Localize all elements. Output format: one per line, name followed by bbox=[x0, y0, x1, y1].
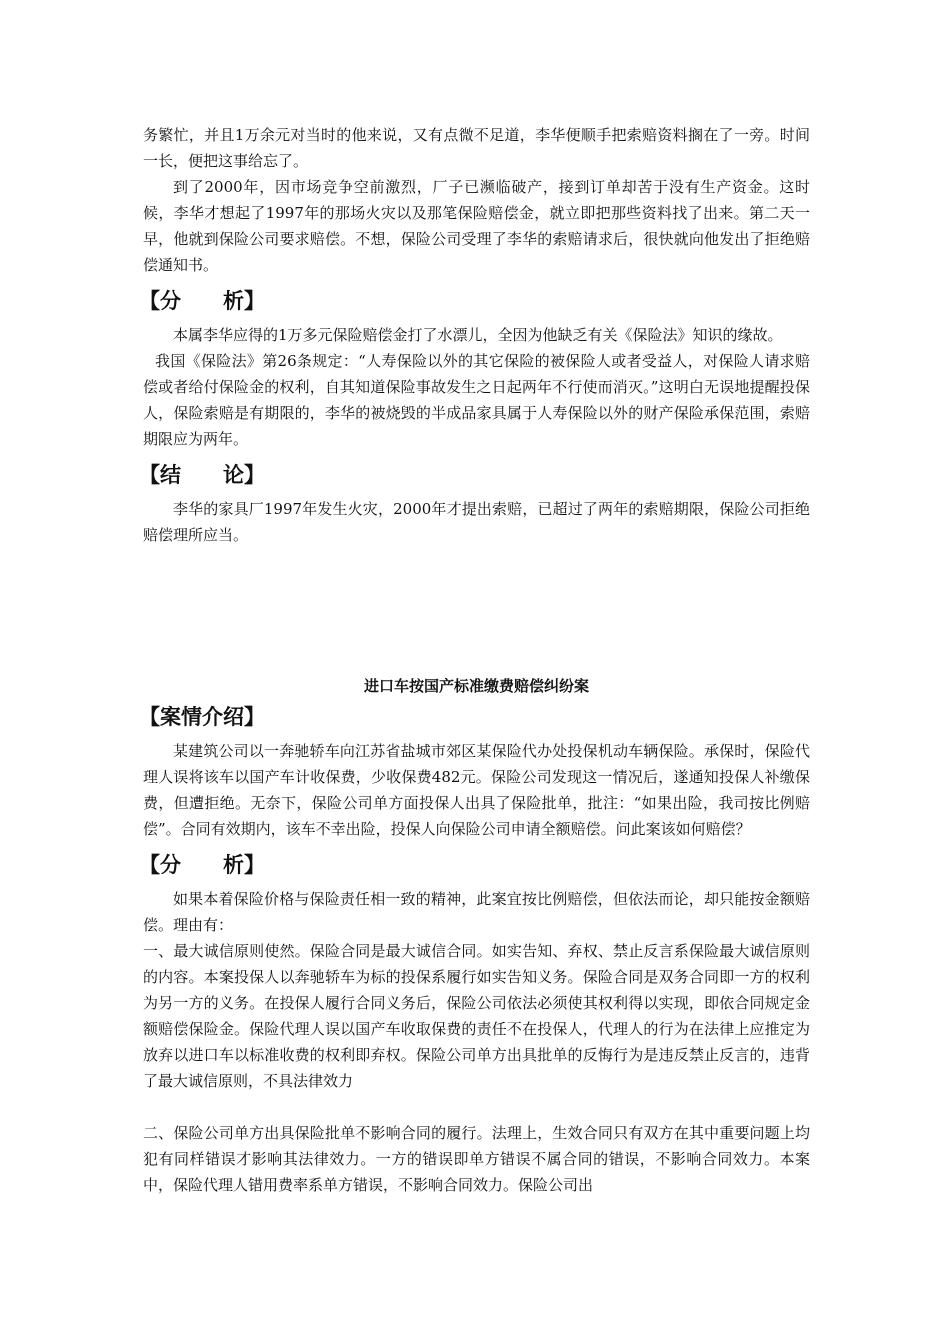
analysis-paragraph-1: 本属李华应得的1万多元保险赔偿金打了水漂儿，全因为他缺乏有关《保险法》知识的缘故。 bbox=[173, 326, 783, 344]
paragraph-continued: 务繁忙，并且1万余元对当时的他来说，又有点微不足道，李华便顺手把索赔资料搁在了一旁。时间一长，便把这事给忘了。 bbox=[143, 126, 810, 170]
heading-conclusion: 【结 论】 bbox=[139, 463, 265, 487]
paragraph-gap bbox=[143, 1094, 810, 1120]
analysis-intro-paragraph: 如果本着保险价格与保险责任相一致的精神，此案宜按比例赔偿，但依法而论，却只能按金额赔偿。理由有： bbox=[143, 890, 810, 934]
heading-analysis-2: 【分 析】 bbox=[139, 853, 265, 877]
case-section-1 bbox=[139, 122, 810, 548]
analysis-paragraph-2: 我国《保险法》第26条规定：“人寿保险以外的其它保险的被保险人或者受益人，对保险人请求赔偿或者给付保险金的权利，自其知道保险事故发生之日起两年不行使而消灭。”这明白无误地提醒投保人，保险索赔是有期限的，李华的被烧毁的半成品家具属于人寿保险以外的财产保险承保范围，索赔期限应为两年。 bbox=[143, 352, 810, 448]
reason-1-paragraph: 一、最大诚信原则使然。保险合同是最大诚信合同。如实告知、弃权、禁止反言系保险最大诚信原则的内容。本案投保人以奔驰轿车为标的投保系履行如实告知义务。保险合同是双务合同即一方的权利为另一方的义务。在投保人履行合同义务后，保险公司依法必须使其权利得以实现，即依合同规定金额赔偿保险金。保险代理人误以国产车收取保费的责任不在投保人，代理人的行为在法律上应推定为放弃以进口车以标准收费的权利即弃权。保险公司单方出具批单的反悔行为是违反禁止反言的，违背了最大诚信原则，不具法律效力 bbox=[143, 942, 810, 1090]
paragraph-year-2000: 到了2000年，因市场竞争空前激烈，厂子已濒临破产，接到订单却苦于没有生产资金。这时候，李华才想起了1997年的那场火灾以及那笔保险赔偿金，就立即把那些资料找了出来。第二天一早，他就到保险公司要求赔偿。不想，保险公司受理了李华的索赔请求后，很快就向他发出了拒绝赔偿通知书。 bbox=[143, 178, 810, 274]
case-title: 进口车按国产标准缴费赔偿纠纷案 bbox=[363, 677, 589, 695]
heading-analysis-1: 【分 析】 bbox=[139, 289, 265, 313]
heading-case-intro: 【案情介绍】 bbox=[139, 705, 265, 729]
case-paragraph: 某建筑公司以一奔驰轿车向江苏省盐城市郊区某保险代办处投保机动车辆保险。承保时，保险代理人误将该车以国产车计收保费，少收保费482元。保险公司发现这一情况后，遂通知投保人补缴保费，但遭拒绝。无奈下，保险公司单方面投保人出具了保险批单，批注：“如果出险，我司按比例赔偿”。合同有效期内，该车不幸出险，投保人向保险公司申请全额赔偿。问此案该如何赔偿？ bbox=[143, 742, 810, 838]
conclusion-paragraph: 李华的家具厂1997年发生火灾，2000年才提出索赔，已超过了两年的索赔期限，保险公司拒绝赔偿理所应当。 bbox=[143, 500, 810, 544]
reason-2-paragraph: 二、保险公司单方出具保险批单不影响合同的履行。法理上，生效合同只有双方在其中重要问题上均犯有同样错误才影响其法律效力。一方的错误即单方错误不属合同的错误，不影响合同效力。本案中，保险代理人错用费率系单方错误，不影响合同效力。保险公司出 bbox=[143, 1124, 810, 1194]
case-section-2 bbox=[139, 677, 810, 1198]
